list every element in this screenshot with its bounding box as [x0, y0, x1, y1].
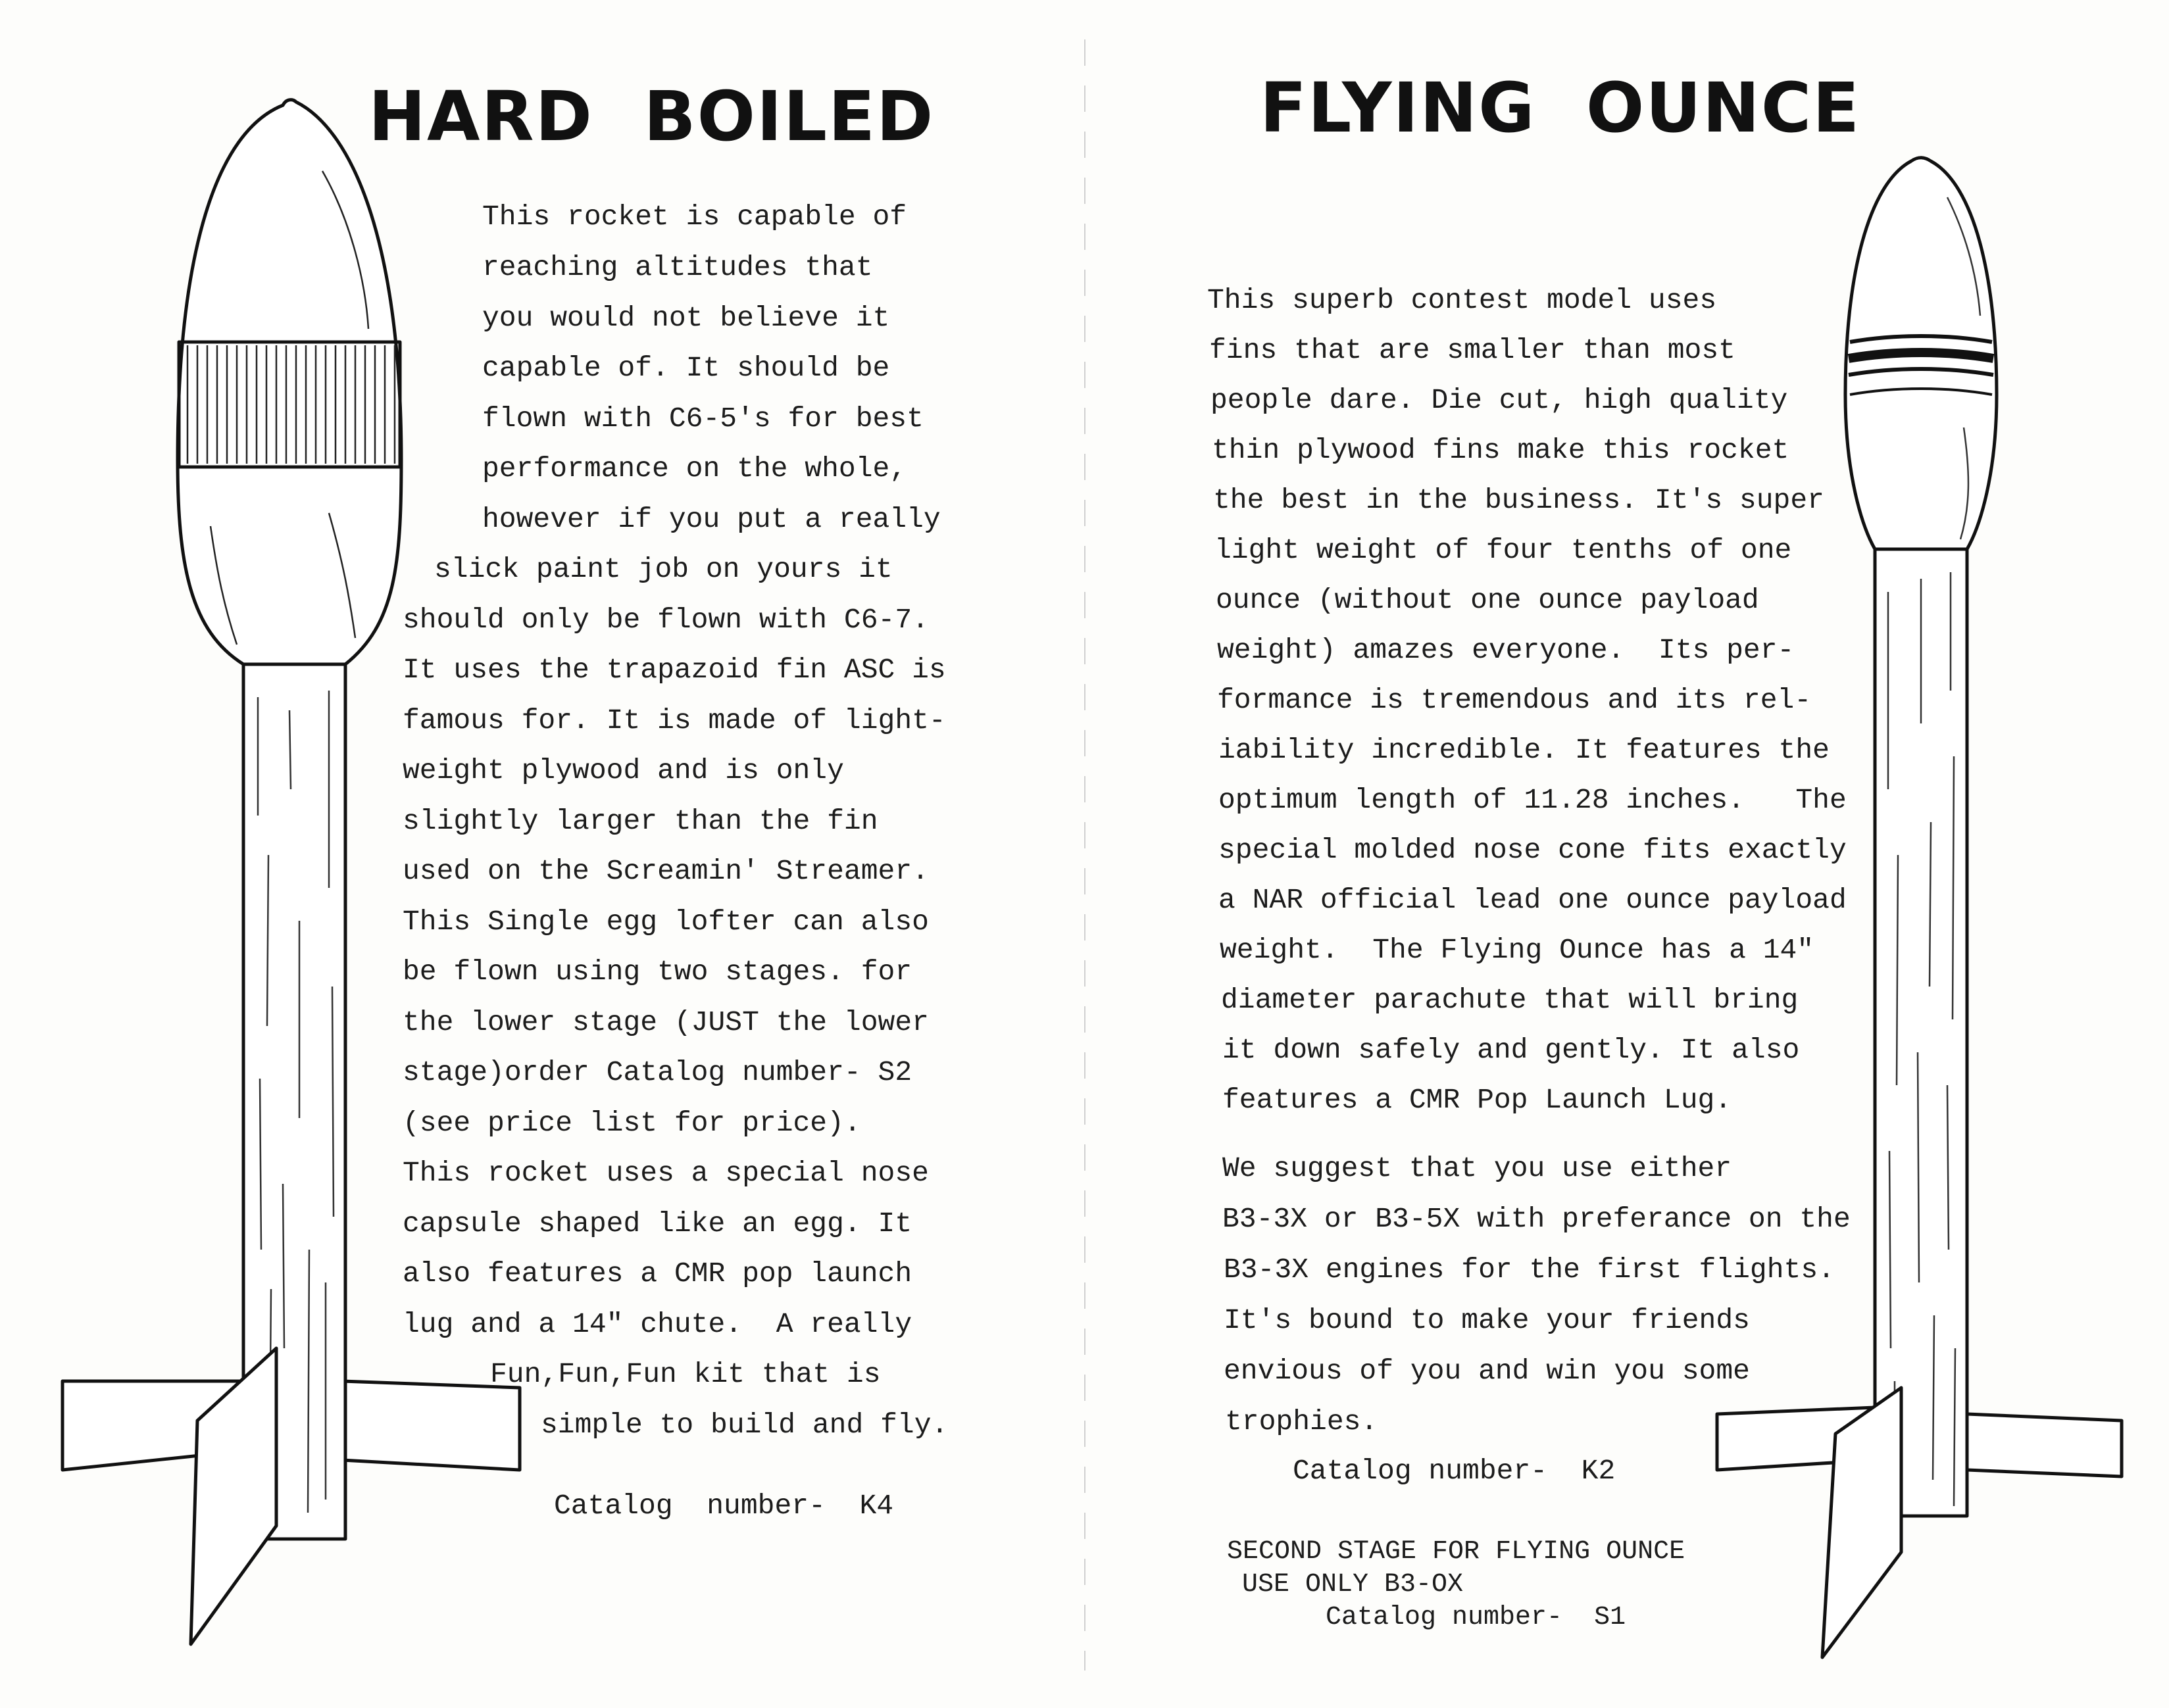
- hard-boiled-title: HARD BOILED: [368, 76, 935, 157]
- second-stage-catalog: Catalog number- S1: [1326, 1603, 1626, 1632]
- text-line: This Single egg lofter can also: [403, 906, 929, 938]
- catalog-number: Catalog number- K4: [554, 1490, 894, 1522]
- text-line: envious of you and win you some: [1224, 1355, 1750, 1387]
- text-line: however if you put a really: [482, 503, 941, 535]
- text-line: (see price list for price).: [403, 1107, 861, 1139]
- text-line: thin plywood fins make this rocket: [1212, 434, 1789, 466]
- text-line: B3-3X or B3-5X with preferance on the: [1222, 1203, 1851, 1235]
- text-line: This superb contest model uses: [1207, 284, 1717, 316]
- second-stage-title: SECOND STAGE FOR FLYING OUNCE: [1227, 1537, 1685, 1567]
- text-line: We suggest that you use either: [1222, 1152, 1732, 1184]
- text-line: it down safely and gently. It also: [1222, 1034, 1800, 1066]
- text-line: the lower stage (JUST the lower: [403, 1006, 929, 1038]
- text-line: reaching altitudes that: [482, 251, 873, 283]
- text-line: stage)order Catalog number- S2: [403, 1056, 912, 1088]
- text-line: weight plywood and is only: [403, 754, 844, 787]
- text-line: light weight of four tenths of one: [1214, 534, 1792, 566]
- text-line: flown with C6-5's for best: [482, 403, 924, 435]
- text-line: slightly larger than the fin: [403, 805, 878, 837]
- text-line: This rocket is capable of: [482, 201, 907, 233]
- text-line: It's bound to make your friends: [1224, 1304, 1750, 1336]
- text-line: a NAR official lead one ounce payload: [1218, 884, 1847, 916]
- text-line: be flown using two stages. for: [403, 956, 912, 988]
- text-line: the best in the business. It's super: [1213, 484, 1824, 516]
- text-line: weight. The Flying Ounce has a 14": [1220, 934, 1814, 966]
- text-line: you would not believe it: [482, 302, 890, 334]
- text-line: performance on the whole,: [482, 452, 907, 485]
- text-line: features a CMR Pop Launch Lug.: [1222, 1084, 1732, 1116]
- text-line: weight) amazes everyone. Its per-: [1217, 634, 1795, 666]
- text-line: special molded nose cone fits exactly: [1218, 834, 1847, 866]
- text-line: also features a CMR pop launch: [403, 1257, 912, 1290]
- catalog-number: Catalog number- K2: [1293, 1455, 1616, 1487]
- text-line: simple to build and fly.: [541, 1409, 949, 1441]
- text-line: formance is tremendous and its rel-: [1217, 684, 1812, 716]
- text-line: ounce (without one ounce payload: [1216, 584, 1759, 616]
- text-line: used on the Screamin' Streamer.: [403, 855, 929, 887]
- text-line: optimum length of 11.28 inches. The: [1218, 784, 1847, 816]
- text-line: capsule shaped like an egg. It: [403, 1208, 912, 1240]
- text-line: people dare. Die cut, high quality: [1210, 384, 1788, 416]
- second-stage-engine: USE ONLY B3-OX: [1242, 1570, 1464, 1599]
- text-line: slick paint job on yours it: [434, 553, 893, 585]
- flying-ounce-title: FLYING OUNCE: [1260, 68, 1861, 148]
- text-line: iability incredible. It features the: [1218, 734, 1830, 766]
- text-line: Fun,Fun,Fun kit that is: [490, 1358, 881, 1390]
- text-line: It uses the trapazoid fin ASC is: [403, 654, 946, 686]
- text-line: This rocket uses a special nose: [403, 1157, 929, 1189]
- text-line: diameter parachute that will bring: [1221, 984, 1799, 1016]
- text-line: should only be flown with C6-7.: [403, 604, 929, 636]
- text-line: B3-3X engines for the first flights.: [1224, 1254, 1835, 1286]
- text-line: trophies.: [1225, 1405, 1378, 1438]
- text-line: famous for. It is made of light-: [403, 704, 946, 737]
- text-line: capable of. It should be: [482, 352, 890, 384]
- text-line: lug and a 14" chute. A really: [403, 1308, 912, 1340]
- text-line: fins that are smaller than most: [1209, 334, 1735, 366]
